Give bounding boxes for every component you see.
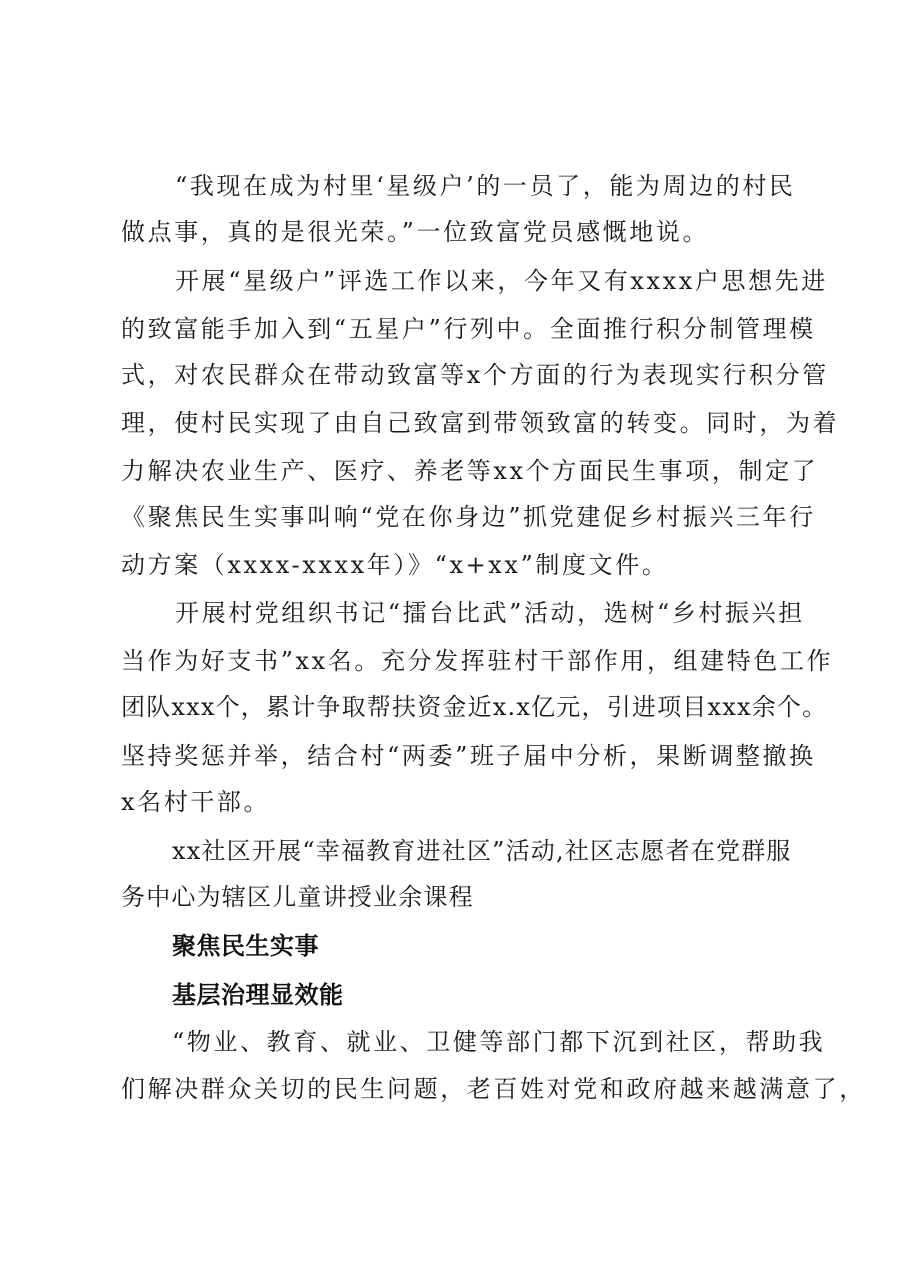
paragraph-2-line-1: 开展“星级户”评选工作以来，今年又有xxxx户思想先进	[175, 267, 828, 295]
paragraph-2-line-4: 理，使村民实现了由自己致富到带领致富的转变。同时，为着	[121, 409, 840, 437]
closing-paragraph-line-2: 们解决群众关切的民生问题，老百姓对党和政府越来越满意了，	[121, 1075, 866, 1103]
paragraph-1-line-1: “我现在成为村里‘星级户’的一员了，能为周边的村民	[175, 172, 796, 200]
paragraph-4-line-1: xx社区开展“幸福教育进社区”活动,社区志愿者在党群服	[172, 837, 792, 865]
paragraph-3-line-3: 团队xxx个，累计争取帮扶资金近x.x亿元，引进项目xxx余个。	[121, 693, 828, 721]
paragraph-3-line-5: x名村干部。	[121, 788, 271, 816]
paragraph-2-line-2: 的致富能手加入到“五星户”行列中。全面推行积分制管理模	[121, 315, 816, 343]
paragraph-2-line-5: 力解决农业生产、医疗、养老等xx个方面民生事项，制定了	[121, 457, 819, 485]
paragraph-3-line-1: 开展村党组织书记“擂台比武”活动，选树“乡村振兴担	[175, 599, 805, 627]
paragraph-3-line-2: 当作为好支书”xx名。充分发挥驻村干部作用，组建特色工作	[121, 647, 834, 675]
paragraph-2-line-7: 动方案（xxxx-xxxx年）》“x+xx”制度文件。	[121, 551, 669, 579]
paragraph-3-line-4: 坚持奖惩并举，结合村“两委”班子届中分析，果断调整撤换	[121, 742, 816, 770]
closing-paragraph-line-1: “物业、教育、就业、卫健等部门都下沉到社区，帮助我	[172, 1028, 826, 1056]
section-heading-1: 聚焦民生实事	[172, 932, 319, 960]
paragraph-4-line-2: 务中心为辖区儿童讲授业余课程	[121, 883, 474, 911]
paragraph-2-line-6: 《聚焦民生实事叫响“党在你身边”抓党建促乡村振兴三年行	[121, 503, 816, 531]
paragraph-1-line-2: 做点事，真的是很光荣。”一位致富党员感慨地说。	[121, 218, 710, 246]
section-heading-2: 基层治理显效能	[172, 981, 344, 1009]
paragraph-2-line-3: 式，对农民群众在带动致富等x个方面的行为表现实行积分管	[121, 361, 829, 389]
